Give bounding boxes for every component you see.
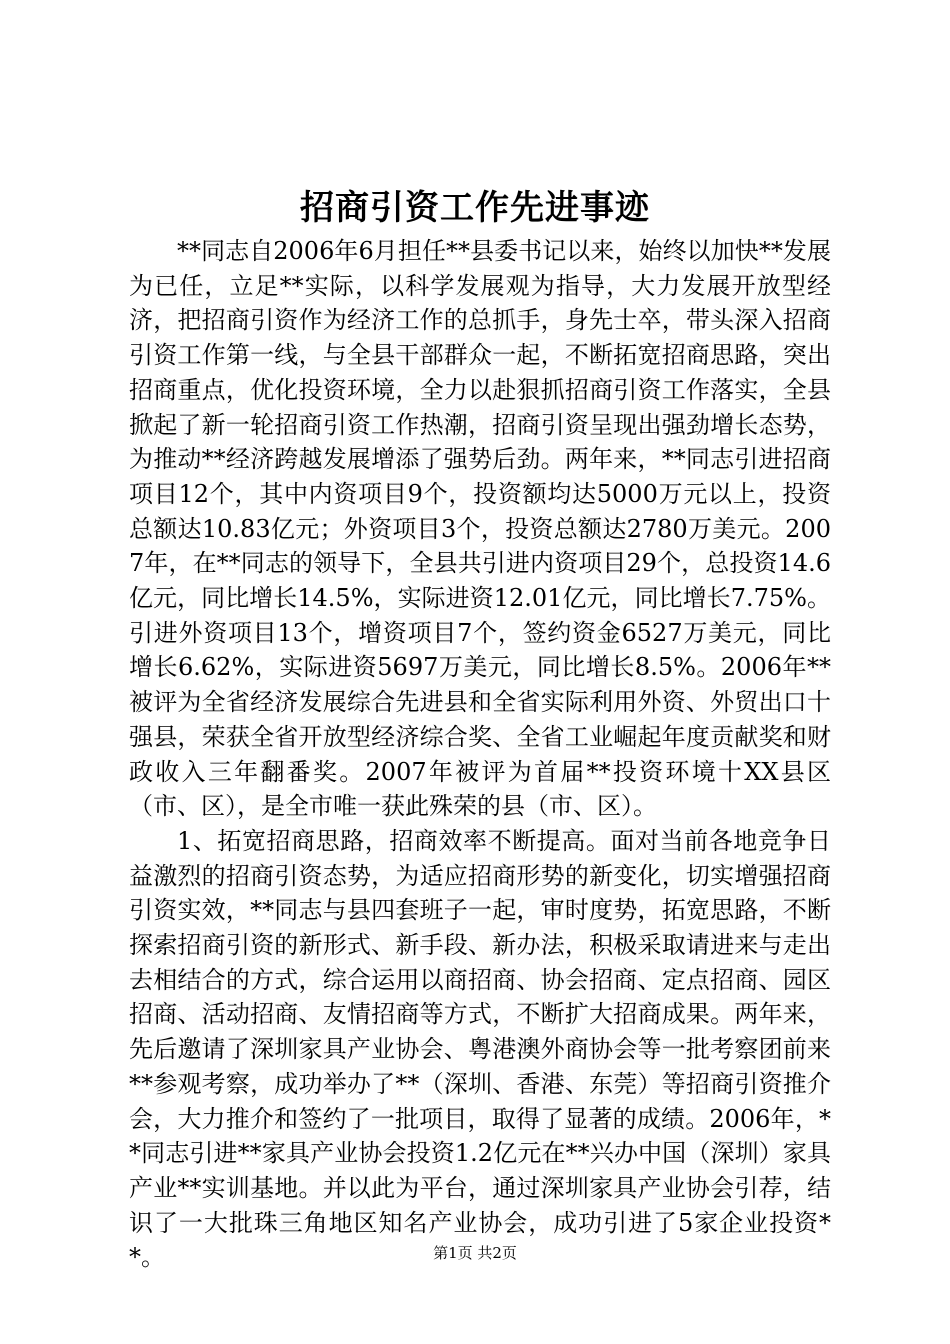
body-paragraph-intro: **同志自2006年6月担任**县委书记以来，始终以加快**发展为已任，立足**实际，以科学发展观为指导，大力发展开放型经济，把招商引资作为经济工作的总抓手，身先士卒，带头深入招商引资工作第一线，与全县干部群众一起，不断拓宽招商思路，突出招商重点，优化投资环境，全力以赴狠抓招商引资工作落实，全县掀起了新一轮招商引资工作热潮，招商引资呈现出强劲增长态势，为推动**经济跨越发展增添了强势后劲。两年来，**同志引进招商项目12个，其中内资项目9个，投资额均达5000万元以上，投资总额达10.83亿元；外资项目3个，投资总额达2780万美元。2007年，在**同志的领导下，全县共引进内资项目29个，总投资14.6亿元，同比增长14.5%，实际进资12.01亿元，同比增长7.75%。引进外资项目13个，增资项目7个，签约资金6527万美元，同比增长6.62%，实际进资5697万美元，同比增长8.5%。2006年**被评为全省经济发展综合先进县和全省实际利用外资、外贸出口十强县，荣获全省开放型经济综合奖、全省工业崛起年度贡献奖和财政收入三年翻番奖。2007年被评为首届**投资环境十XX县区（市、区），是全市唯一获此殊荣的县（市、区）。 <box>129 237 831 821</box>
body-paragraph-section-1: 1、拓宽招商思路，招商效率不断提高。面对当前各地竞争日益激烈的招商引资态势，为适应招商形势的新变化，切实增强招商引资实效，**同志与县四套班子一起，审时度势，拓宽思路，不断探索招商引资的新形式、新手段、新办法，积极采取请进来与走出去相结合的方式，综合运用以商招商、协会招商、定点招商、园区招商、活动招商、友情招商等方式，不断扩大招商成果。两年来，先后邀请了深圳家具产业协会、粤港澳外商协会等一批考察团前来**参观考察，成功举办了**（深圳、香港、东莞）等招商引资推介会，大力推介和签约了一批项目，取得了显著的成绩。2006年，**同志引进**家具产业协会投资1.2亿元在**兴办中国（深圳）家具产业**实训基地。并以此为平台，通过深圳家具产业协会引荐，结识了一大批珠三角地区知名产业协会，成功引进了5家企业投资**。 <box>129 826 831 1272</box>
page-title: 招商引资工作先进事迹 <box>300 188 650 228</box>
document-body <box>129 234 831 1275</box>
page-number-indicator: 第1页 共2页 <box>433 1244 517 1262</box>
